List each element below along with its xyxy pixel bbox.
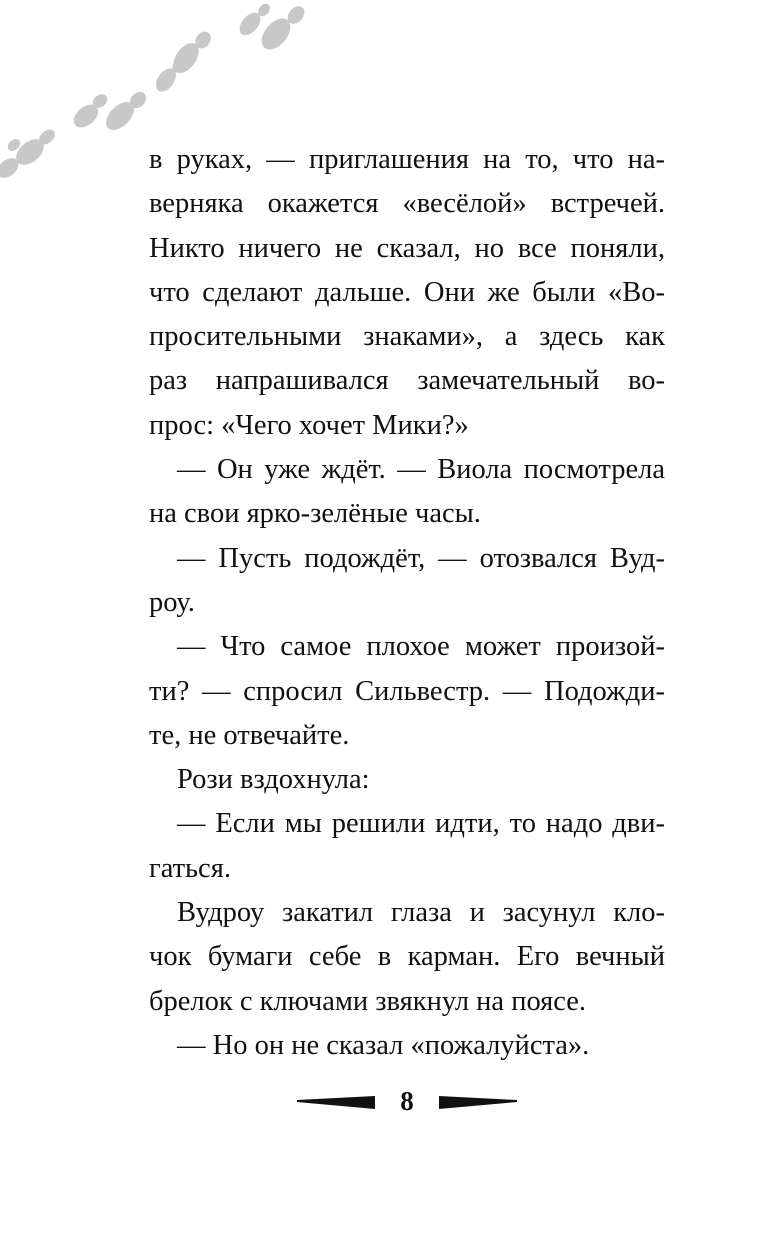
text-line: — Он уже ждёт. — Виола посмотрела [177, 454, 665, 486]
paragraph [149, 758, 665, 802]
text-line: на свои ярко-зелёные часы. [149, 498, 481, 530]
paragraph [149, 138, 665, 448]
page-number-footer [297, 1082, 517, 1122]
text-line: те, не отвечайте. [149, 719, 350, 751]
text-line: брелок с ключами звякнул на поясе. [149, 985, 587, 1017]
text-line: Вудроу закатил глаза и засунул кло- [177, 897, 665, 929]
text-line: раз напрашивался замечательный во- [149, 365, 665, 397]
text-line: роу. [149, 586, 195, 618]
text-line: верняка окажется «весёлой» встречей. [149, 188, 665, 220]
text-line: Никто ничего не сказал, но все поняли, [149, 232, 665, 264]
paragraph [149, 448, 665, 537]
text-line: — Пусть подождёт, — отозвался Вуд- [177, 542, 665, 574]
paragraph [149, 625, 665, 758]
text-line: прос: «Чего хочет Мики?» [149, 409, 469, 441]
text-line: что сделают дальше. Они же были «Во- [149, 276, 665, 308]
paragraph [149, 802, 665, 891]
paragraph [149, 1024, 665, 1068]
text-line: гаться. [149, 852, 231, 884]
paragraph [149, 537, 665, 626]
text-line: — Если мы решили идти, то надо дви- [177, 808, 665, 840]
page-number: 8 [400, 1086, 414, 1116]
body-text [149, 138, 665, 1068]
text-line: — Что самое плохое может произой- [177, 631, 665, 663]
paragraph [149, 891, 665, 1024]
text-line: чок бумаги себе в карман. Его вечный [149, 941, 665, 973]
text-line: — Но он не сказал «пожалуйста». [177, 1029, 590, 1061]
text-line: Рози вздохнула: [177, 764, 370, 796]
text-line: в руках, — приглашения на то, что на- [149, 144, 665, 175]
text-line: ти? — спросил Сильвестр. — Подожди- [149, 675, 665, 707]
text-line: просительными знаками», а здесь как [149, 321, 665, 353]
